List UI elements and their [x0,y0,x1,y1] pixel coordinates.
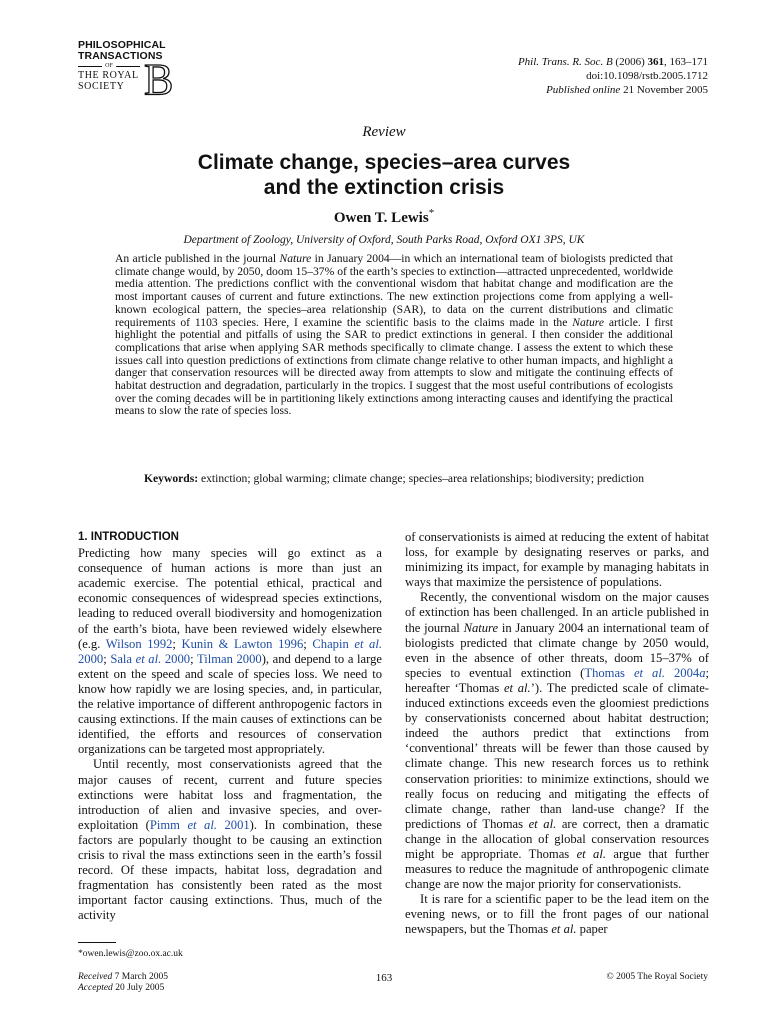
logo-line-philosophical: PHILOSOPHICAL [78,39,166,51]
reference-link[interactable]: Kunin & Lawton 1996 [181,636,304,651]
received-accepted: Received 7 March 2005 Accepted 20 July 2005 [78,972,168,993]
paragraph: It is rare for a scientific paper to be the lead item on the evening news, or to fill the front pages of our national newspapers, but the Thomas et al. paper [405,892,709,937]
reference-link[interactable]: Tilman 2000 [196,651,262,666]
author-footnote-mark[interactable]: * [428,207,435,219]
reference-link[interactable]: Pimm et al. 2001 [149,817,250,832]
paragraph: Predicting how many species will go extinct as a consequence of human actions is more than just an academic exercise. The potential ethical, practical and economic consequences of widespread species extinctions, leading to reduced overall biodiversity and homogenization of the earth’s biota, have been reviewed widely elsewhere (e.g. Wilson 1992; Kunin & Lawton 1996; Chapin et al. 2000; Sala et al. 2000; Tilman 2000), and depend to a large extent on the speed and scale of species loss. We need to know how rapidly we are losing species, and, in particular, the relative importance of different anthropogenic factors in causing extinctions. If the main causes of extinctions can be identified, the efforts and resources of conservation organizations can be targeted most appropriately. [78,546,382,757]
reference-link[interactable]: Wilson 1992 [105,636,173,651]
paragraph: Until recently, most conservationists agreed that the major causes of recent, current and future species extinctions were habitat loss and fragmentation, the introduction of alien and invasive species, and over-exploitation (Pimm et al. 2001). In combination, these factors are popularly thought to be causing an extinction crisis to rival the mass extinctions seen in the earth’s fossil record. Of these impacts, habitat loss, degradation and fragmentation has consistently been rated as the most important factor causing extinctions. Thus, much of the activity [78,757,382,923]
article-type: Review [362,124,406,140]
citation-doi[interactable]: doi:10.1098/rstb.2005.1712 [586,70,708,82]
page-number: 163 [375,972,393,984]
reference-link[interactable]: Sala et al. 2000 [110,651,191,666]
copyright: © 2005 The Royal Society [606,972,708,982]
paragraph: of conservationists is aimed at reducing the extent of habitat loss, for example by designating reserves or parks, and minimizing its impact, for example by managing habitats in ways that maximize the persistence of populations. [405,530,709,590]
citation-published: Published online 21 November 2005 [546,84,708,96]
logo-line-transactions: TRANSACTIONS [78,50,163,62]
logo-b-mark: B [144,55,174,104]
royal-society-logo [78,40,178,102]
citation-block [518,55,708,97]
abstract: An article published in the journal Nature in January 2004—in which an international team of biologists predicted that climate change would, by 2050, doom 15–37% of the earth’s species to extinction—attracted unprecedented, worldwide media attention. The predictions conflict with the conventional wisdom that habitat change and modification are the most important causes of current and future extinctions. The new extinction projections come from applying a well-known ecological pattern, the species–area relationship (SAR), to data on the current distributions and climatic requirements of 1103 species. Here, I examine the scientific basis to the claims made in the Nature article. I first highlight the potential and pitfalls of using the SAR to predict extinctions in general. I then consider the additional complications that arise when applying SAR methods specifically to climate change. I assess the extent to which these issues call into question predictions of extinctions from climate change relative to other human impacts, and highlight a danger that conservation resources will be directed away from attempts to slow and mitigate the continuing effects of habitat destruction and degradation, particularly in the tropics. I suggest that the most useful contributions of ecologists over the coming decades will be in partitioning likely extinctions among interacting causes and identifying the practical means to slow the rate of species loss. [115,252,673,418]
reference-link[interactable]: Chapin et al. 2000 [78,636,382,666]
keywords-label: Keywords: [143,472,199,485]
author-name: Owen T. Lewis* [333,207,435,226]
right-column [405,530,709,938]
accepted-label: Accepted [78,983,113,993]
logo-of: OF [78,62,140,70]
reference-link[interactable]: Thomas et al. 2004a [584,665,706,680]
footnote-rule [78,942,116,943]
footnote-email[interactable]: *owen.lewis@zoo.ox.ac.uk [78,949,183,959]
received-label: Received [78,972,113,982]
keywords-text: extinction; global warming; climate change; species–area relationships; biodiversity; prediction [198,472,645,485]
left-column [78,530,382,923]
section-heading: 1. INTRODUCTION [78,531,179,543]
keywords [115,472,673,486]
logo-line-the-royal: THE ROYAL [78,70,139,81]
paragraph: Recently, the conventional wisdom on the major causes of extinction has been challenged. In an article published in the journal Nature in January 2004 an international team of biologists predicted that climate change by 2050 would, even in the absence of other threats, doom 15–37% of species to eventual extinction (Thomas et al. 2004a; hereafter ‘Thomas et al.’). The predicted scale of climate-induced extinctions exceeds even the gloomiest predictions by conservationists concerned about habitat destruction; indeed the authors predict that extinctions from ‘conventional’ threats will be fewer than those caused by climate change. This new research forces us to rethink conservation priorities: to minimize extinctions, should we really focus on reducing and mitigating the effects of climate change, rather than land-use change? If the predictions of Thomas et al. are correct, then a dramatic change in the allocation of global conservation resources might be appropriate. Thomas et al. argue that further measures to reduce the magnitude of anthropogenic climate change are now the major priority for conservationists. [405,590,710,892]
citation-journal-line: Phil. Trans. R. Soc. B (2006) 361, 163–171 [517,56,708,68]
author-affiliation: Department of Zoology, University of Oxford, South Parks Road, Oxford OX1 3PS, UK [183,234,585,246]
article-title: Climate change, species–area curves and the extinction crisis [197,151,571,199]
logo-line-society: SOCIETY [78,81,125,92]
